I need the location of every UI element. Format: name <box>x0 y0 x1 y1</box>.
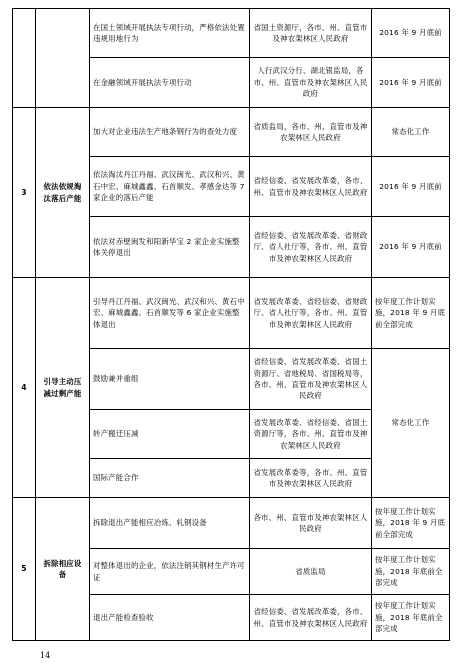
deadline-cell: 2016 年 9 月底前 <box>372 9 450 58</box>
task-cell: 对整体退出的企业，依法注销其钢材生产许可证 <box>90 549 250 595</box>
department-cell: 省发展改革委、省经信委、省国土资源厅等，各市、州、直管市及神农架林区人民政府 <box>250 410 372 459</box>
row-number-cell: 4 <box>13 278 36 498</box>
task-cell: 转产搬迁压减 <box>90 410 250 459</box>
department-cell: 省发展改革委等，各市、州、直管市及神农架林区人民政府 <box>250 459 372 498</box>
row-number-cell: 5 <box>13 498 36 641</box>
deadline-cell: 按年度工作计划实施，2018 年底前全部完成 <box>372 595 450 641</box>
task-cell: 拆除退出产能相应冶炼、轧钢设备 <box>90 498 250 549</box>
deadline-cell: 2016 年 9 月底前 <box>372 157 450 217</box>
task-cell: 依法淘汰丹江丹福、武汉闽光、武汉和兴、黄石中宏、麻城鑫鑫、石首顺发、孝感金达等 7 家企业的落后产能 <box>90 157 250 217</box>
deadline-cell: 按年度工作计划实施，2018 年 9 月底前全部完成 <box>372 498 450 549</box>
department-cell: 人行武汉分行、湖北银监局，各市、州、直管市及神农架林区人民政府 <box>250 58 372 108</box>
category-cell-continued <box>36 9 90 108</box>
department-cell: 省经信委、省发展改革委，各市、州、直管市及神农架林区人民政府 <box>250 157 372 217</box>
category-cell: 拆除相应设备 <box>36 498 90 641</box>
table-row <box>13 498 450 549</box>
task-table <box>12 8 450 641</box>
department-cell: 省质监局 <box>250 549 372 595</box>
row-number-cell-continued <box>13 9 36 108</box>
row-number-cell: 3 <box>13 108 36 278</box>
department-cell: 省国土资源厅，各市、州、直管市及神农架林区人民政府 <box>250 9 372 58</box>
table-row <box>13 278 450 349</box>
task-cell: 引导丹江丹福、武汉闽光、武汉和兴、黄石中宏、麻城鑫鑫、石首顺发等 6 家企业实施整体退出 <box>90 278 250 349</box>
deadline-cell: 常态化工作 <box>372 349 450 498</box>
task-cell: 在金融领域开展执法专项行动 <box>90 58 250 108</box>
department-cell: 省发展改革委、省经信委、省财政厅、省人社厅等，各市、州、直管市及神农架林区人民政府 <box>250 278 372 349</box>
deadline-cell: 2016 年 9 月底前 <box>372 58 450 108</box>
table-row <box>13 108 450 157</box>
deadline-cell: 按年度工作计划实施，2018 年底前全部完成 <box>372 549 450 595</box>
department-cell: 省经信委、省发展改革委，各市、州、直管市及神农架林区人民政府 <box>250 595 372 641</box>
task-cell: 加大对企业违法生产地条钢行为的查处力度 <box>90 108 250 157</box>
task-cell: 在国土领域开展执法专项行动，严格依法处置违规用地行为 <box>90 9 250 58</box>
category-cell: 引导主动压减过剩产能 <box>36 278 90 498</box>
deadline-cell: 常态化工作 <box>372 108 450 157</box>
deadline-cell: 按年度工作计划实施，2018 年 9 月底前全部完成 <box>372 278 450 349</box>
task-cell: 鼓励兼并重组 <box>90 349 250 410</box>
task-cell: 依法对赤壁闽发和阳新华宝 2 家企业实施整体关停退出 <box>90 217 250 278</box>
category-cell: 依法依规淘汰落后产能 <box>36 108 90 278</box>
task-cell: 退出产能检查验收 <box>90 595 250 641</box>
deadline-cell: 2016 年 9 月底前 <box>372 217 450 278</box>
page-number: 14 <box>40 651 51 660</box>
department-cell: 省经信委、省发展改革委、省国土资源厅、省地税局、省国税局等，各市、州、直管市及神农架林区人民政府 <box>250 349 372 410</box>
table-row <box>13 9 450 58</box>
department-cell: 各市、州、直管市及神农架林区人民政府 <box>250 498 372 549</box>
department-cell: 省经信委、省发展改革委、省财政厅、省人社厅等，各市、州、直管市及神农架林区人民政府 <box>250 217 372 278</box>
task-cell: 国际产能合作 <box>90 459 250 498</box>
department-cell: 省质监局，各市、州、直管市及神农架林区人民政府 <box>250 108 372 157</box>
